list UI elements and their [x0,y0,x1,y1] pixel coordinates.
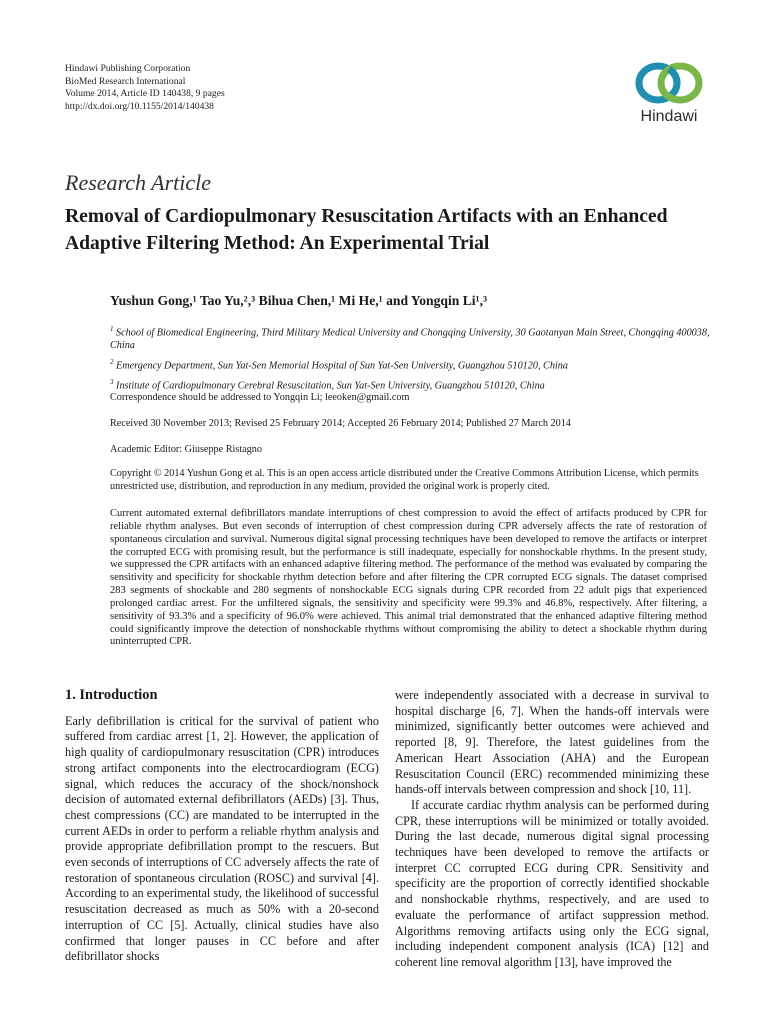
publication-info [65,63,225,113]
intro-paragraph-1: Early defibrillation is critical for the survival of patient who suffered from cardiac arrest [1, 2]. However, the application of high quality of cardiopulmonary resuscitation (CPR) introduces strong artifact components into the electrocardiogram (ECG) signal, which reduces the accuracy of the shock/nonshock decision of automated external defibrillators (AEDs) [3]. Thus, chest compressions (CC) are mandated to be interrupted in the current AEDs in order to perform a reliable rhythm analysis and provide appropriate defibrillation prompt to the rescuers. But even seconds of interruptions of CC adversely affects the rate of restoration of spontaneous circulation (ROSC) and survival [4]. According to an experimental study, the likelihood of successful resuscitation decreased as much as 50% with a 20-second interruption of CC [5]. Actually, clinical studies have also confirmed that longer pauses in CC before and after defibrillator shocks [65,713,379,964]
hindawi-logo [628,58,710,132]
publisher-name: Hindawi Publishing Corporation [65,63,191,74]
volume-info: Volume 2014, Article ID 140438, 9 pages [65,88,225,100]
author-list: Yushun Gong,¹ Tao Yu,²,³ Bihua Chen,¹ Mi He,¹ and Yongqin Li¹,³ [110,293,488,308]
copyright-notice: Copyright © 2014 Yushun Gong et al. This is an open access article distributed under the Creative Commons Attribution License, which permits unrestricted use, distribution, and reproduction in any medium, provided the original work is properly cited. [110,468,699,492]
left-column [65,688,379,965]
logo-text: Hindawi [640,108,698,125]
correspondence: Correspondence should be addressed to Yongqin Li; leeoken@gmail.com [110,392,410,403]
intro-paragraph-2: were independently associated with a decrease in survival to hospital discharge [6, 7]. When the hands-off intervals were minimized, significantly better outcomes were achieved and reported [8, 9]. Therefore, the latest guidelines from the American Heart Association (AHA) and the European Resuscitation Council (ERC) recommended minimizing these hands-off intervals between compression and shock [10, 11]. [395,688,709,797]
journal-name: BioMed Research International [65,75,186,87]
intro-paragraph-3: If accurate cardiac rhythm analysis can be performed during CPR, these interruptions will be minimized or totally avoided. During the last decade, numerous digital signal processing techniques have been developed to remove the artifacts or interpret CC corrupted ECG during CPR. Sensitivity and specificity are the proportion of correctly identified shockable and nonshockable rhythms, respectively, and are used to evaluate the performance of artifact suppression method. Algorithms removing artifacts using only the ECG signal, including independent component analysis (ICA) [12] and coherent line removal algorithm [13], have improved the [395,797,709,969]
affiliations [110,323,710,396]
article-dates: Received 30 November 2013; Revised 25 February 2014; Accepted 26 February 2014; Published 27 March 2014 [110,418,571,429]
article-type: Research Article [65,170,212,195]
section-heading: 1. Introduction [65,687,158,703]
article-title: Removal of Cardiopulmonary Resuscitation Artifacts with an Enhanced Adaptive Filtering Method: An Experimental Trial [65,206,668,254]
doi-link[interactable]: http://dx.doi.org/10.1155/2014/140438 [65,100,214,112]
affiliation-3: $^3$ Institute of Cardiopulmonary Cerebral Resuscitation, Sun Yat-Sen University, Guangzhou 510120, China [110,378,545,392]
hindawi-logo-icon [628,58,710,110]
right-column [395,688,709,971]
academic-editor: Academic Editor: Giuseppe Ristagno [110,444,262,455]
affiliation-1: $^1$ School of Biomedical Engineering, Third Military Medical University and Chongqing University, 30 Gaotanyan Main Street, Chongqing 400038, China [110,325,710,352]
abstract: Current automated external defibrillators mandate interruptions of chest compression to avoid the effect of artifacts produced by CPR for reliable rhythm analyses. But even seconds of interruption of chest compression during CPR adversely affects the rate of restoration of spontaneous circulation and survival. Numerous digital signal processing techniques have been developed to remove the artifacts or interpret the corrupted ECG with promising result, but the performance is still inadequate, especially for nonshockable rhythms. In the present study, we suppressed the CPR artifacts with an enhanced adaptive filtering method. The performance of the method was evaluated by comparing the sensitivity and specificity for shockable rhythm detection before and after filtering the CPR corrupted ECG signals. The dataset comprised 283 segments of shockable and 280 segments of nonshockable ECG signals during CPR recorded from 22 adult pigs that experienced prolonged cardiac arrest. For the unfiltered signals, the sensitivity and specificity were 99.3% and 46.8%, respectively. After filtering, a sensitivity of 93.3% and a specificity of 96.0% were achieved. This animal trial demonstrated that the enhanced adaptive filtering method could significantly improve the detection of nonshockable rhythms without compromising the ability to detect a shockable rhythm during uninterrupted CPR. [110,508,707,648]
affiliation-2: $^2$ Emergency Department, Sun Yat-Sen Memorial Hospital of Sun Yat-Sen University, Guangzhou 510120, China [110,357,568,372]
